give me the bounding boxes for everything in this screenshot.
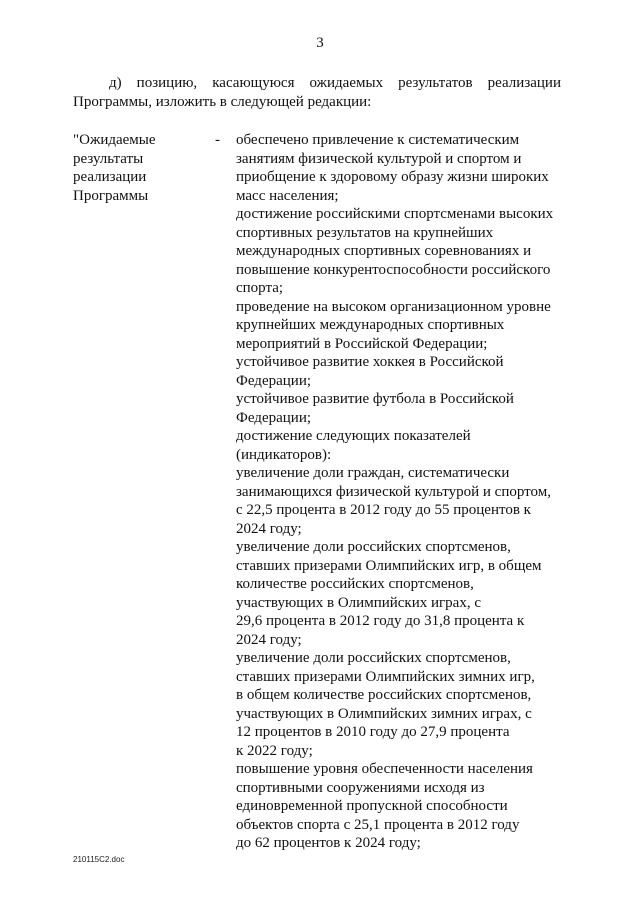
text-line: обеспечено привлечение к систематическим [236, 132, 520, 148]
file-name-footer: 210115C2.doc [73, 855, 125, 864]
position-label-line: реализации [73, 169, 147, 185]
text-line: к 2022 году; [236, 742, 313, 759]
text-line: спортивными сооружениями исходя из [236, 779, 485, 796]
text-line: Федерации; [236, 372, 312, 389]
text-line: устойчивое развитие футбола в Российской [236, 391, 514, 407]
separator-dash: - [215, 132, 220, 148]
text-line: до 62 процентов к 2024 году; [236, 835, 421, 851]
intro-line: Программы, изложить в следующей редакции: [73, 94, 372, 110]
text-line: с 22,5 процента в 2012 году до 55 процентов к [236, 502, 531, 518]
text-line: спортивных результатов на крупнейших [236, 224, 494, 241]
text-line: единовременной пропускной способности [236, 798, 508, 814]
text-line: крупнейших международных спортивных [236, 317, 505, 333]
intro-line: д) позицию, касающуюся ожидаемых результатов реализации [109, 75, 561, 91]
text-line: международных спортивных соревнованиях и [236, 243, 532, 259]
text-line: количестве российских спортсменов, [236, 576, 474, 592]
text-line: (индикаторов): [236, 446, 332, 463]
text-line: достижение следующих показателей [236, 428, 471, 444]
text-line: ставших призерами Олимпийских зимних игр, [236, 668, 535, 685]
text-line: Федерации; [236, 409, 312, 426]
text-line: увеличение доли граждан, систематически [236, 465, 510, 481]
text-line: 12 процентов в 2010 году до 27,9 процента [236, 724, 510, 740]
text-line: увеличение доли российских спортсменов, [236, 650, 511, 666]
text-line: в общем количестве российских спортсменов, [236, 687, 532, 703]
text-line: повышение конкурентоспособности российского [236, 261, 551, 278]
text-line: участвующих в Олимпийских играх, с [236, 594, 481, 611]
text-line: мероприятий в Российской Федерации; [236, 335, 488, 352]
position-label-line: "Ожидаемые [73, 132, 156, 148]
text-line: ставших призерами Олимпийских игр, в общем [236, 557, 542, 574]
expected-results-text [236, 131, 566, 853]
text-line: 2024 году; [236, 631, 302, 648]
text-line: спорта; [236, 280, 284, 296]
text-line: достижение российскими спортсменами высоких [236, 206, 554, 222]
text-line: участвующих в Олимпийских зимних играх, с [236, 705, 532, 722]
text-line: 2024 году; [236, 520, 302, 537]
text-line: 29,6 процента в 2012 году до 31,8 процента к [236, 613, 525, 629]
text-line: приобщение к здоровому образу жизни широких [236, 169, 549, 185]
position-label-line: Программы [73, 187, 149, 204]
position-label [73, 131, 183, 205]
text-line: увеличение доли российских спортсменов, [236, 539, 511, 555]
text-line: занимающихся физической культурой и спортом, [236, 483, 551, 500]
text-line: занятиям физической культурой и спортом и [236, 150, 522, 167]
text-line: повышение уровня обеспеченности населения [236, 761, 533, 777]
intro-paragraph [73, 74, 561, 112]
text-line: устойчивое развитие хоккея в Российской [236, 354, 504, 370]
text-line: масс населения; [236, 187, 339, 204]
text-line: проведение на высоком организационном уровне [236, 298, 551, 315]
text-line: объектов спорта с 25,1 процента в 2012 году [236, 816, 520, 833]
page-number: 3 [316, 35, 324, 51]
position-label-line: результаты [73, 150, 144, 167]
